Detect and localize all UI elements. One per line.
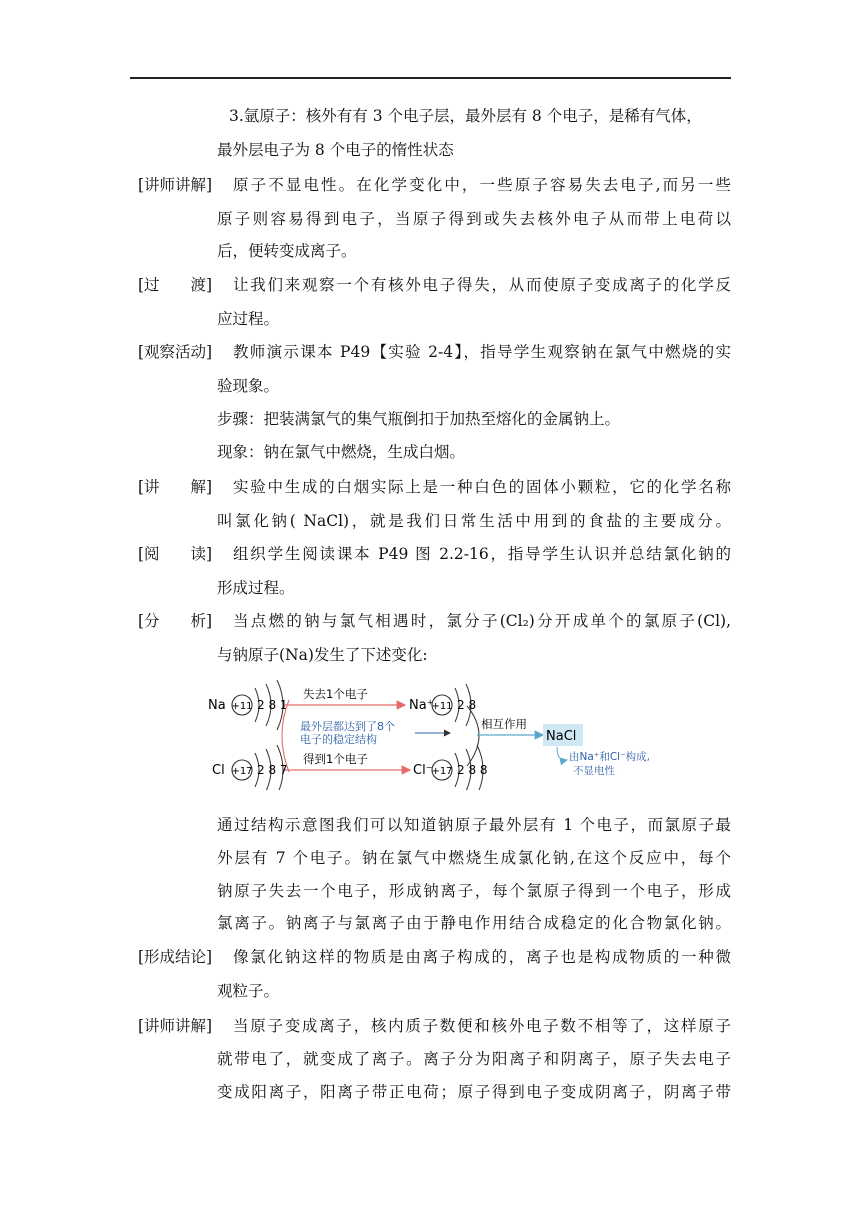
stable-note-line2: 电子的稳定结构 (300, 733, 377, 746)
lose-electron-label: 失去1个电子 (303, 687, 368, 701)
text-line: 让我们来观察一个有核外电子得失，从而使原子变成离子的化学反 (233, 276, 731, 294)
text-line: 当原子变成离子，核内质子数便和核外电子数不相等了，这样原子 (233, 1017, 731, 1035)
text-line: 后，便转变成离子。 (217, 242, 357, 260)
na-nucleus-label: +11 (231, 701, 253, 712)
text-line: 变成阳离子，阳离子带正电荷；原子得到电子变成阴离子，阴离子带 (217, 1083, 731, 1101)
cl-nucleus-label: +17 (231, 766, 253, 777)
text-line: 观粒子。 (217, 982, 280, 1000)
na-ion-shells: 2 8 (457, 698, 477, 712)
na-symbol: Na (208, 698, 226, 713)
text-line: 钠原子失去一个电子，形成钠离子，每个氯原子得到一个电子，形成 (217, 882, 731, 900)
na-ion-symbol: Na⁺ (409, 698, 434, 713)
section-label: [过 渡] (138, 276, 213, 294)
text-line: 验现象。 (217, 377, 280, 395)
product-note-arrow (557, 747, 567, 760)
text-line: 氯离子。钠离子与氯离子由于静电作用结合成稳定的化合物氯化钠。 (217, 914, 731, 932)
header-rule (130, 77, 731, 79)
text-line: 当点燃的钠与氯气相遇时，氯分子(Cl₂)分开成单个的氯原子(Cl), (233, 612, 731, 630)
section-label: [形成结论] (138, 948, 213, 966)
cl-ion-shells: 2 8 8 (457, 763, 488, 777)
product-note-line1: 由Na⁺和Cl⁻构成, (569, 751, 650, 763)
section-label: [讲师讲解] (138, 1017, 213, 1035)
gain-electron-label: 得到1个电子 (303, 752, 368, 766)
product-label: NaCl (546, 729, 577, 744)
text-line: 教师演示课本 P49【实验 2-4】，指导学生观察钠在氯气中燃烧的实 (233, 343, 731, 361)
section-label: [讲 解] (138, 478, 213, 496)
text-line: 原子不显电性。在化学变化中，一些原子容易失去电子,而另一些 (233, 176, 731, 194)
text-line: 像氯化钠这样的物质是由离子构成的，离子也是构成物质的一种微 (233, 948, 731, 966)
text-line: 组织学生阅读课本 P49 图 2.2-16，指导学生认识并总结氯化钠的 (233, 545, 731, 563)
cl-ion-symbol: Cl⁻ (413, 763, 433, 778)
product-note-line2: 不显电性 (573, 765, 615, 777)
text-line: 3.氩原子：核外有有 3 个电子层，最外层有 8 个电子，是稀有气体， (229, 107, 702, 125)
text-line: 实验中生成的白烟实际上是一种白色的固体小颗粒，它的化学名称 (233, 478, 731, 496)
text-line: 与钠原子(Na)发生了下述变化: (217, 646, 428, 664)
text-line: 叫氯化钠( NaCl)，就是我们日常生活中用到的食盐的主要成分。 (217, 512, 731, 530)
na-ion-nucleus-label: +11 (431, 701, 453, 712)
cl-symbol: Cl (212, 763, 225, 778)
text-line: 最外层电子为 8 个电子的惰性状态 (217, 141, 454, 159)
cl-ion-nucleus-label: +17 (431, 766, 453, 777)
section-label: [阅 读] (138, 545, 213, 563)
text-line: 现象：钠在氯气中燃烧，生成白烟。 (217, 443, 466, 461)
section-label: [分 析] (138, 612, 213, 630)
cl-shells: 2 8 7 (257, 763, 288, 777)
stable-note-line1: 最外层都达到了8个 (300, 720, 395, 733)
ion-formation-diagram (205, 680, 665, 790)
text-line: 原子则容易得到电子，当原子得到或失去核外电子从而带上电荷以 (217, 210, 731, 228)
na-shells: 2 8 1 (257, 698, 288, 712)
text-line: 步骤：把装满氯气的集气瓶倒扣于加热至熔化的金属钠上。 (217, 410, 621, 428)
text-line: 就带电了，就变成了离子。离子分为阳离子和阴离子，原子失去电子 (217, 1050, 731, 1068)
section-label: [讲师讲解] (138, 176, 213, 194)
section-label: [观察活动] (138, 343, 213, 361)
text-line: 通过结构示意图我们可以知道钠原子最外层有 1 个电子，而氯原子最 (217, 816, 731, 834)
text-line: 应过程。 (217, 310, 280, 328)
text-line: 外层有 7 个电子。钠在氯气中燃烧生成氯化钠,在这个反应中，每个 (217, 849, 731, 867)
text-line: 形成过程。 (217, 579, 295, 597)
interaction-label: 相互作用 (481, 717, 527, 731)
